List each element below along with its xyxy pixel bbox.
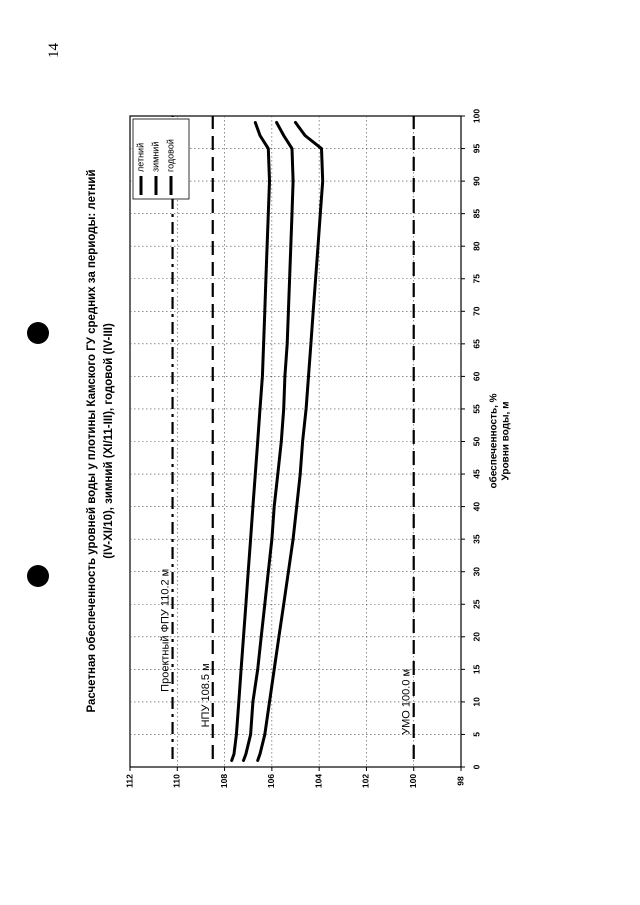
- x-tick-label: 5: [471, 732, 482, 737]
- legend-label-annual: годовой: [165, 139, 176, 172]
- x-tick-label: 80: [471, 241, 482, 251]
- reference-line-label: УМО 100.0 м: [400, 668, 413, 735]
- legend-label-winter: зимний: [150, 141, 161, 172]
- x-tick-label: 0: [471, 764, 482, 770]
- x-tick-label: 15: [471, 664, 482, 675]
- y-tick-label: 100: [407, 773, 418, 789]
- page-number: 14: [46, 43, 62, 58]
- x-tick-label: 25: [471, 599, 482, 609]
- x-tick-label: 60: [471, 371, 482, 382]
- series-lines: [232, 123, 323, 761]
- x-tick-label: 10: [471, 697, 482, 707]
- x-tick-label: 55: [471, 404, 482, 414]
- chart-title-line2: (IV-XI/10), зимний (XI/11-III), годовой (IV-III): [103, 323, 115, 559]
- reference-line-label: НПУ 108.5 м: [199, 663, 212, 728]
- x-tick-label: 85: [471, 208, 482, 219]
- x-tick-label: 35: [471, 534, 482, 544]
- x-tick-label: 50: [471, 436, 482, 447]
- y-tick-label: 104: [313, 773, 324, 789]
- x-tick-label: 100: [471, 108, 482, 124]
- y-tick-label: 108: [218, 773, 229, 789]
- x-tick-label: 30: [471, 566, 482, 577]
- y-tick-label: 98: [455, 776, 466, 786]
- x-axis-label: обеспеченность, %: [488, 393, 500, 489]
- y-axis-label: Уровни воды, м: [500, 401, 512, 481]
- x-tick-label: 70: [471, 306, 482, 317]
- chart-title-line1: Расчетная обеспеченность уровней воды у плотины Камского ГУ средних за периоды: летний: [86, 169, 98, 713]
- x-tick-label: 40: [471, 501, 482, 512]
- x-tick-label: 45: [471, 469, 482, 479]
- y-tick-label: 106: [266, 773, 277, 789]
- x-tick-label: 65: [471, 339, 482, 349]
- y-tick-label: 112: [124, 774, 135, 788]
- x-tick-label: 90: [471, 176, 482, 186]
- legend: [133, 119, 189, 199]
- x-tick-label: 95: [471, 143, 482, 154]
- legend-label-summer: летний: [135, 142, 146, 172]
- x-tick-label: 20: [471, 632, 482, 642]
- y-tick-label: 110: [171, 774, 182, 788]
- y-tick-label: 102: [360, 773, 371, 789]
- x-tick-label: 75: [471, 274, 482, 284]
- reference-line-label: Проектный ФПУ 110.2 м: [159, 568, 172, 692]
